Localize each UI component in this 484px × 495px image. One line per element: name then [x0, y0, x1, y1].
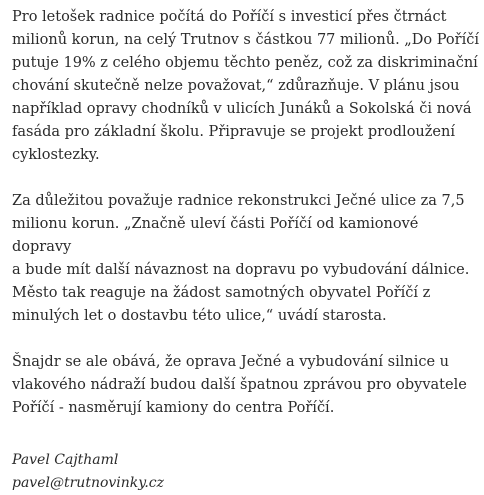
paragraph-investment: Pro letošek radnice počítá do Poříčí s investicí přes čtrnáct milionů korun, na celý Trutnov s částkou 77 milionů. „Do Poříčí putuje 19% z celého objemu těchto peněz, což za diskriminační chování skutečně nelze považovat,“ zdůrazňuje. V plánu jsou například opravy chodníků v ulicích Junáků a Sokolská či nová fasáda pro základní školu. Připravuje se projekt prodloužení cyklostezky.: [12, 9, 479, 163]
author-signature: [12, 449, 480, 495]
author-name: Pavel Cajthaml: [12, 452, 119, 468]
paragraph-jecna-street: Za důležitou považuje radnice rekonstrukci Ječné ulice za 7,5 milionu korun. „Značně uleví části Poříčí od kamionové dopravy a bude mít další návaznost na dopravu po vybudování dálnice. Město tak reaguje na žádost samotných obyvatel Poříčí z minulých let o dostavbu této ulice,“ uvádí starosta.: [12, 193, 470, 324]
paragraph-concern: Šnajdr se ale obává, že oprava Ječné a vybudování silnice u vlakového nádraží budou další špatnou zprávou pro obyvatele Poříčí - nasměrují kamiony do centra Poříčí.: [12, 354, 467, 416]
author-email: pavel@trutnovinky.cz: [12, 475, 164, 491]
article-body: [12, 6, 480, 495]
